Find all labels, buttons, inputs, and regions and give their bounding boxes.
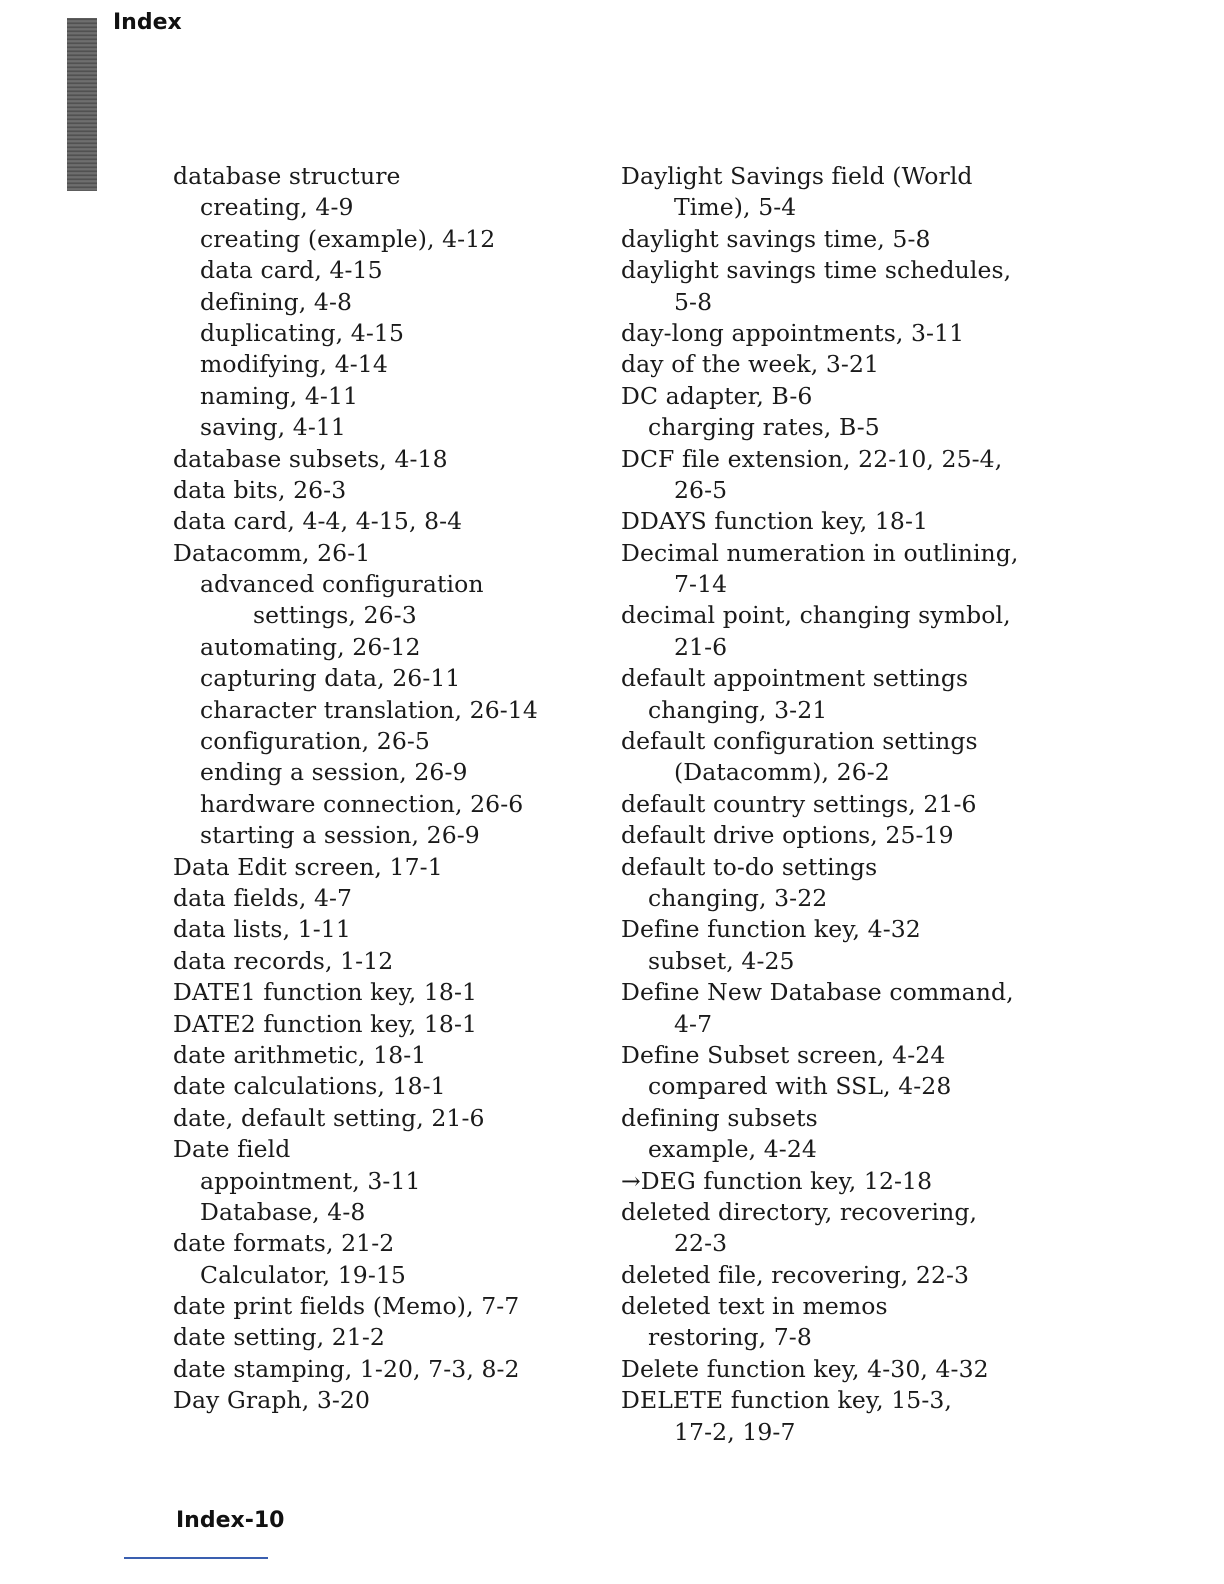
page-number: Index-10 — [176, 1508, 285, 1533]
index-entry: data fields, 4-7 — [173, 883, 353, 912]
index-subentry: 21-6 — [674, 632, 728, 661]
index-subentry: 5-8 — [674, 287, 713, 316]
index-entry: Define New Database command, — [621, 978, 1014, 1007]
index-subentry: changing, 3-21 — [648, 695, 828, 724]
index-entry: database structure — [173, 162, 401, 190]
index-subentry: advanced configuration — [200, 570, 484, 599]
index-subentry: Database, 4-8 — [200, 1197, 366, 1226]
index-entry: defining subsets — [621, 1103, 818, 1132]
index-entry: DDAYS function key, 18-1 — [621, 507, 929, 536]
index-subentry: data card, 4-15 — [200, 256, 383, 285]
index-entry: DCF file extension, 22-10, 25-4, — [621, 444, 1003, 473]
index-subentry: 7-14 — [674, 570, 728, 599]
index-entry: data bits, 26-3 — [173, 475, 347, 504]
index-subentry: 4-7 — [674, 1009, 713, 1038]
index-subentry: restoring, 7-8 — [648, 1323, 812, 1352]
index-entry: Data Edit screen, 17-1 — [173, 852, 443, 881]
index-entry: default to-do settings — [621, 852, 878, 881]
index-subentry: charging rates, B-5 — [648, 413, 880, 442]
index-entry: data records, 1-12 — [173, 946, 394, 975]
index-entry: Date field — [173, 1135, 291, 1164]
index-subentry: naming, 4-11 — [200, 381, 359, 410]
index-entry: data card, 4-4, 4-15, 8-4 — [173, 507, 463, 536]
index-subentry: capturing data, 26-11 — [200, 664, 461, 693]
index-subentry: starting a session, 26-9 — [200, 821, 480, 850]
index-subentry: 22-3 — [674, 1229, 728, 1258]
index-entry: Daylight Savings field (World — [621, 162, 973, 190]
index-subentry: example, 4-24 — [648, 1135, 817, 1164]
index-entry: DELETE function key, 15-3, — [621, 1386, 953, 1415]
index-entry: default drive options, 25-19 — [621, 821, 954, 850]
index-subentry: hardware connection, 26-6 — [200, 789, 524, 818]
index-subentry: creating, 4-9 — [200, 193, 354, 222]
index-entry: Define Subset screen, 4-24 — [621, 1040, 946, 1069]
index-entry: deleted directory, recovering, — [621, 1197, 978, 1226]
index-entry: date print fields (Memo), 7-7 — [173, 1292, 520, 1321]
index-subentry: 17-2, 19-7 — [674, 1417, 796, 1446]
index-entry: DATE2 function key, 18-1 — [173, 1009, 478, 1038]
index-entry: →DEG function key, 12-18 — [621, 1166, 933, 1195]
running-header: Index — [113, 10, 182, 35]
index-entry: Decimal numeration in outlining, — [621, 538, 1019, 567]
index-subentry: (Datacomm), 26-2 — [674, 758, 890, 787]
index-entry: day of the week, 3-21 — [621, 350, 880, 379]
index-entry: deleted file, recovering, 22-3 — [621, 1260, 970, 1289]
index-entry: date calculations, 18-1 — [173, 1072, 446, 1101]
index-entry: database subsets, 4-18 — [173, 444, 448, 473]
index-thumb-tab — [67, 18, 97, 191]
index-subentry: ending a session, 26-9 — [200, 758, 468, 787]
index-entry: data lists, 1-11 — [173, 915, 351, 944]
index-entry: default appointment settings — [621, 664, 969, 693]
index-subentry: Calculator, 19-15 — [200, 1260, 406, 1289]
index-entry: decimal point, changing symbol, — [621, 601, 1011, 630]
index-subentry: saving, 4-11 — [200, 413, 346, 442]
index-entry: date arithmetic, 18-1 — [173, 1040, 427, 1069]
index-subentry: character translation, 26-14 — [200, 695, 538, 724]
index-subentry: modifying, 4-14 — [200, 350, 388, 379]
index-entry: DATE1 function key, 18-1 — [173, 978, 478, 1007]
index-subentry: defining, 4-8 — [200, 287, 353, 316]
index-subentry: configuration, 26-5 — [200, 727, 430, 756]
footer-rule — [124, 1557, 268, 1559]
index-entry: date, default setting, 21-6 — [173, 1103, 485, 1132]
index-entry: DC adapter, B-6 — [621, 381, 813, 410]
index-entry: day-long appointments, 3-11 — [621, 318, 965, 347]
index-subentry: 26-5 — [674, 475, 728, 504]
index-subentry: automating, 26-12 — [200, 632, 421, 661]
index-entry: daylight savings time schedules, — [621, 256, 1012, 285]
index-entry: default country settings, 21-6 — [621, 789, 977, 818]
index-entry: date setting, 21-2 — [173, 1323, 385, 1352]
index-entry: Datacomm, 26-1 — [173, 538, 371, 567]
index-subentry: compared with SSL, 4-28 — [648, 1072, 952, 1101]
index-entry: date stamping, 1-20, 7-3, 8-2 — [173, 1354, 520, 1383]
index-entry: Day Graph, 3-20 — [173, 1386, 371, 1415]
index-subentry: changing, 3-22 — [648, 883, 828, 912]
index-subentry: duplicating, 4-15 — [200, 318, 404, 347]
index-entry: Define function key, 4-32 — [621, 915, 921, 944]
index-column-right — [621, 161, 1019, 1448]
index-entry: default configuration settings — [621, 727, 978, 756]
index-entry: deleted text in memos — [621, 1292, 888, 1321]
index-subentry: settings, 26-3 — [253, 601, 417, 630]
index-entry: daylight savings time, 5-8 — [621, 224, 931, 253]
index-subentry: creating (example), 4-12 — [200, 224, 496, 253]
index-subentry: subset, 4-25 — [648, 946, 795, 975]
index-entry: Delete function key, 4-30, 4-32 — [621, 1354, 989, 1383]
index-entry: date formats, 21-2 — [173, 1229, 395, 1258]
index-subentry: Time), 5-4 — [674, 193, 797, 222]
index-subentry: appointment, 3-11 — [200, 1166, 421, 1195]
index-column-left — [173, 161, 538, 1417]
